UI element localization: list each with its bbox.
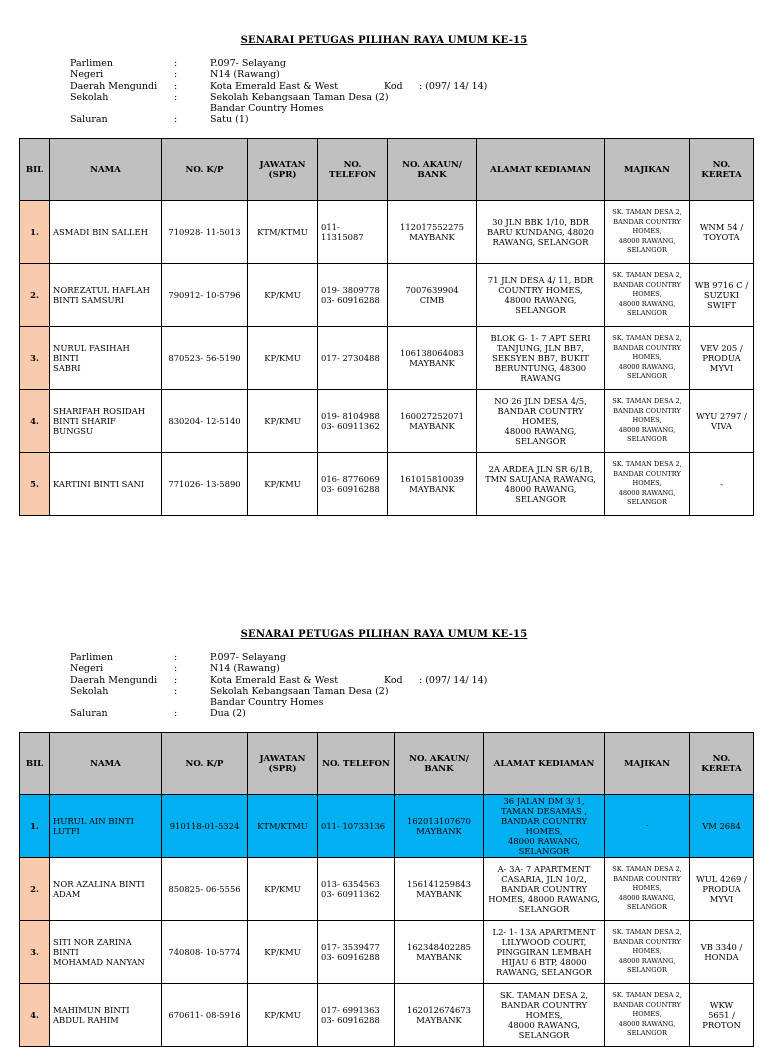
- staff-table: [19, 138, 754, 516]
- cell-kp: 790912- 10-5796: [162, 264, 248, 327]
- cell-jawatan: KP/KMU: [248, 264, 318, 327]
- cell-akaun: 162012674673 MAYBANK: [395, 984, 484, 1047]
- table-row: [20, 984, 754, 1047]
- cell-alamat: 30 JLN BBK 1/10, BDR BARU KUNDANG, 48020 RAWANG, SELANGOR: [477, 201, 605, 264]
- cell-jawatan: KP/KMU: [248, 921, 318, 984]
- cell-telefon: 017- 2730488: [318, 327, 388, 390]
- page-title: SENARAI PETUGAS PILIHAN RAYA UMUM KE-15: [240, 629, 528, 640]
- daerah-value: Kota Emerald East & West: [210, 80, 339, 92]
- page-title: SENARAI PETUGAS PILIHAN RAYA UMUM KE-15: [240, 35, 528, 46]
- column-header: NAMA: [50, 139, 162, 201]
- cell-majikan: SK. TAMAN DESA 2, BANDAR COUNTRY HOMES, 48000 RAWANG, SELANGOR: [605, 984, 690, 1047]
- cell-kereta: WKW 5651 / PROTON: [690, 984, 754, 1047]
- cell-akaun: 161015810039 MAYBANK: [388, 453, 477, 516]
- cell-telefon: 017- 3539477 03- 60916288: [318, 921, 395, 984]
- cell-kp: 740808- 10-5774: [162, 921, 248, 984]
- cell-alamat: 71 JLN DESA 4/ 11, BDR COUNTRY HOMES, 48000 RAWANG, SELANGOR: [477, 264, 605, 327]
- cell-majikan: SK. TAMAN DESA 2, BANDAR COUNTRY HOMES, 48000 RAWANG, SELANGOR: [605, 264, 690, 327]
- cell-nama: NURUL FASIHAH BINTI SABRI: [50, 327, 162, 390]
- table-row: [20, 264, 754, 327]
- cell-kereta: -: [690, 453, 754, 516]
- cell-bil: 2.: [20, 858, 50, 921]
- cell-nama: KARTINI BINTI SANI: [50, 453, 162, 516]
- cell-kereta: WUL 4269 / PRODUA MYVI: [690, 858, 754, 921]
- cell-alamat: A- 3A- 7 APARTMENT CASARIA, JLN 10/2, BANDAR COUNTRY HOMES, 48000 RAWANG, SELANGOR: [484, 858, 605, 921]
- parlimen-value: P.097- Selayang: [210, 58, 286, 69]
- column-header: BIL: [20, 733, 50, 795]
- column-header: NO. AKAUN/ BANK: [388, 139, 477, 201]
- cell-telefon: 019- 3809778 03- 60916288: [318, 264, 388, 327]
- saluran-label: Saluran: [70, 708, 108, 720]
- cell-telefon: 013- 6354563 03- 60911362: [318, 858, 395, 921]
- cell-nama: ASMADI BIN SALLEH: [50, 201, 162, 264]
- cell-telefon: 011- 10733136: [318, 795, 395, 858]
- column-header: MAJIKAN: [605, 139, 690, 201]
- column-header: MAJIKAN: [605, 733, 690, 795]
- sekolah-value-line2: Bandar Country Homes: [210, 697, 324, 709]
- cell-bil: 1.: [20, 201, 50, 264]
- sekolah-value: Sekolah Kebangsaan Taman Desa (2): [210, 685, 389, 697]
- column-header: ALAMAT KEDIAMAN: [484, 733, 605, 795]
- cell-nama: NOREZATUL HAFLAH BINTI SAMSURI: [50, 264, 162, 327]
- column-header: NO. K/P: [162, 733, 248, 795]
- cell-kereta: VB 3340 / HONDA: [690, 921, 754, 984]
- negeri-label: Negeri: [70, 663, 104, 675]
- column-header: JAWATAN (SPR): [248, 733, 318, 795]
- cell-telefon: 017- 6991363 03- 60916288: [318, 984, 395, 1047]
- cell-jawatan: KP/KMU: [248, 453, 318, 516]
- sekolah-value: Sekolah Kebangsaan Taman Desa (2): [210, 91, 389, 103]
- cell-nama: MAHIMUN BINTI ABDUL RAHIM: [50, 984, 162, 1047]
- cell-alamat: 2A ARDEA JLN SR 6/1B, TMN SAUJANA RAWANG, 48000 RAWANG, SELANGOR: [477, 453, 605, 516]
- column-header: BIL: [20, 139, 50, 201]
- cell-telefon: 011- 11315087: [318, 201, 388, 264]
- cell-jawatan: KP/KMU: [248, 858, 318, 921]
- cell-majikan: SK. TAMAN DESA 2, BANDAR COUNTRY HOMES, 48000 RAWANG, SELANGOR: [605, 390, 690, 453]
- column-header: NO. TELEFON: [318, 139, 388, 201]
- negeri-value: N14 (Rawang): [210, 69, 280, 81]
- kod-value: : (097/ 14/ 14): [419, 674, 488, 686]
- cell-alamat: SK. TAMAN DESA 2, BANDAR COUNTRY HOMES, 48000 RAWANG, SELANGOR: [484, 984, 605, 1047]
- table-row: [20, 921, 754, 984]
- cell-alamat: L2- 1- 13A APARTMENT LILYWOOD COURT, PINGGIRAN LEMBAH HIJAU 6 BTP, 48000 RAWANG, SELANGOR: [484, 921, 605, 984]
- cell-kp: 710928- 11-5013: [162, 201, 248, 264]
- kod-label: Kod: [384, 674, 403, 686]
- saluran-label: Saluran: [70, 114, 108, 126]
- cell-alamat: 36 JALAN DM 3/ 1, TAMAN DESAMAS , BANDAR COUNTRY HOMES, 48000 RAWANG, SELANGOR: [484, 795, 605, 858]
- sekolah-label: Sekolah: [70, 91, 109, 103]
- table-row: [20, 453, 754, 516]
- column-header: NO. AKAUN/ BANK: [395, 733, 484, 795]
- table-row: [20, 390, 754, 453]
- cell-alamat: NO 26 JLN DESA 4/5, BANDAR COUNTRY HOMES, 48000 RAWANG, SELANGOR: [477, 390, 605, 453]
- cell-akaun: 112017552275 MAYBANK: [388, 201, 477, 264]
- cell-kereta: WYU 2797 / VIVA: [690, 390, 754, 453]
- column-header: NO. KERETA: [690, 139, 754, 201]
- sekolah-value-line2: Bandar Country Homes: [210, 103, 324, 115]
- cell-jawatan: KTM/KTMU: [248, 201, 318, 264]
- table-row: [20, 795, 754, 858]
- cell-kereta: WNM 54 / TOYOTA: [690, 201, 754, 264]
- table-header-row: [20, 139, 754, 201]
- cell-kereta: VEV 205 / PRODUA MYVI: [690, 327, 754, 390]
- cell-majikan: -: [605, 795, 690, 858]
- saluran-value: Satu (1): [210, 114, 249, 126]
- cell-bil: 2.: [20, 264, 50, 327]
- table-row: [20, 327, 754, 390]
- daerah-label: Daerah Mengundi: [70, 674, 158, 686]
- cell-bil: 4.: [20, 390, 50, 453]
- cell-majikan: SK. TAMAN DESA 2, BANDAR COUNTRY HOMES, 48000 RAWANG, SELANGOR: [605, 858, 690, 921]
- cell-nama: NOR AZALINA BINTI ADAM: [50, 858, 162, 921]
- table-header-row: [20, 733, 754, 795]
- cell-kp: 850825- 06-5556: [162, 858, 248, 921]
- cell-jawatan: KP/KMU: [248, 984, 318, 1047]
- parlimen-label: Parlimen: [70, 652, 113, 663]
- cell-majikan: SK. TAMAN DESA 2, BANDAR COUNTRY HOMES, 48000 RAWANG, SELANGOR: [605, 327, 690, 390]
- cell-kereta: VM 2684: [690, 795, 754, 858]
- cell-kereta: WB 9716 C / SUZUKI SWIFT: [690, 264, 754, 327]
- column-header: NO. KERETA: [690, 733, 754, 795]
- cell-kp: 771026- 13-5890: [162, 453, 248, 516]
- negeri-value: N14 (Rawang): [210, 663, 280, 675]
- parlimen-value: P.097- Selayang: [210, 652, 286, 663]
- daerah-label: Daerah Mengundi: [70, 80, 158, 92]
- cell-telefon: 016- 8776069 03- 60916288: [318, 453, 388, 516]
- column-header: NAMA: [50, 733, 162, 795]
- cell-akaun: 106138064083 MAYBANK: [388, 327, 477, 390]
- cell-akaun: 162348402285 MAYBANK: [395, 921, 484, 984]
- saluran-value: Dua (2): [210, 708, 246, 720]
- cell-kp: 910118-01-5324: [162, 795, 248, 858]
- cell-bil: 3.: [20, 327, 50, 390]
- cell-nama: SITI NOR ZARINA BINTI MOHAMAD NANYAN: [50, 921, 162, 984]
- cell-majikan: SK. TAMAN DESA 2, BANDAR COUNTRY HOMES, 48000 RAWANG, SELANGOR: [605, 453, 690, 516]
- cell-kp: 870523- 56-5190: [162, 327, 248, 390]
- cell-nama: SHARIFAH ROSIDAH BINTI SHARIF BUNGSU: [50, 390, 162, 453]
- cell-alamat: BLOK G- 1- 7 APT SERI TANJUNG, JLN BB7, SEKSYEN BB7, BUKIT BERUNTUNG, 48300 RAWANG: [477, 327, 605, 390]
- cell-majikan: SK. TAMAN DESA 2, BANDAR COUNTRY HOMES, 48000 RAWANG, SELANGOR: [605, 201, 690, 264]
- cell-bil: 1.: [20, 795, 50, 858]
- cell-bil: 3.: [20, 921, 50, 984]
- column-header: NO. TELEFON: [318, 733, 395, 795]
- cell-akaun: 160027252071 MAYBANK: [388, 390, 477, 453]
- parlimen-label: Parlimen: [70, 58, 113, 69]
- cell-jawatan: KP/KMU: [248, 390, 318, 453]
- table-row: [20, 858, 754, 921]
- kod-value: : (097/ 14/ 14): [419, 80, 488, 92]
- negeri-label: Negeri: [70, 69, 104, 81]
- cell-kp: 830204- 12-5140: [162, 390, 248, 453]
- cell-majikan: SK. TAMAN DESA 2, BANDAR COUNTRY HOMES, 48000 RAWANG, SELANGOR: [605, 921, 690, 984]
- cell-kp: 670611- 08-5916: [162, 984, 248, 1047]
- staff-table: [19, 732, 754, 1047]
- cell-bil: 4.: [20, 984, 50, 1047]
- column-header: NO. K/P: [162, 139, 248, 201]
- cell-telefon: 019- 8104988 03- 60911362: [318, 390, 388, 453]
- column-header: JAWATAN (SPR): [248, 139, 318, 201]
- column-header: ALAMAT KEDIAMAN: [477, 139, 605, 201]
- sekolah-label: Sekolah: [70, 685, 109, 697]
- cell-bil: 5.: [20, 453, 50, 516]
- table-row: [20, 201, 754, 264]
- kod-label: Kod: [384, 80, 403, 92]
- cell-nama: HURUL AIN BINTI LUTFI: [50, 795, 162, 858]
- cell-jawatan: KP/KMU: [248, 327, 318, 390]
- daerah-value: Kota Emerald East & West: [210, 674, 339, 686]
- cell-jawatan: KTM/KTMU: [248, 795, 318, 858]
- cell-akaun: 162013107670 MAYBANK: [395, 795, 484, 858]
- cell-akaun: 156141259843 MAYBANK: [395, 858, 484, 921]
- cell-akaun: 7007639904 CIMB: [388, 264, 477, 327]
